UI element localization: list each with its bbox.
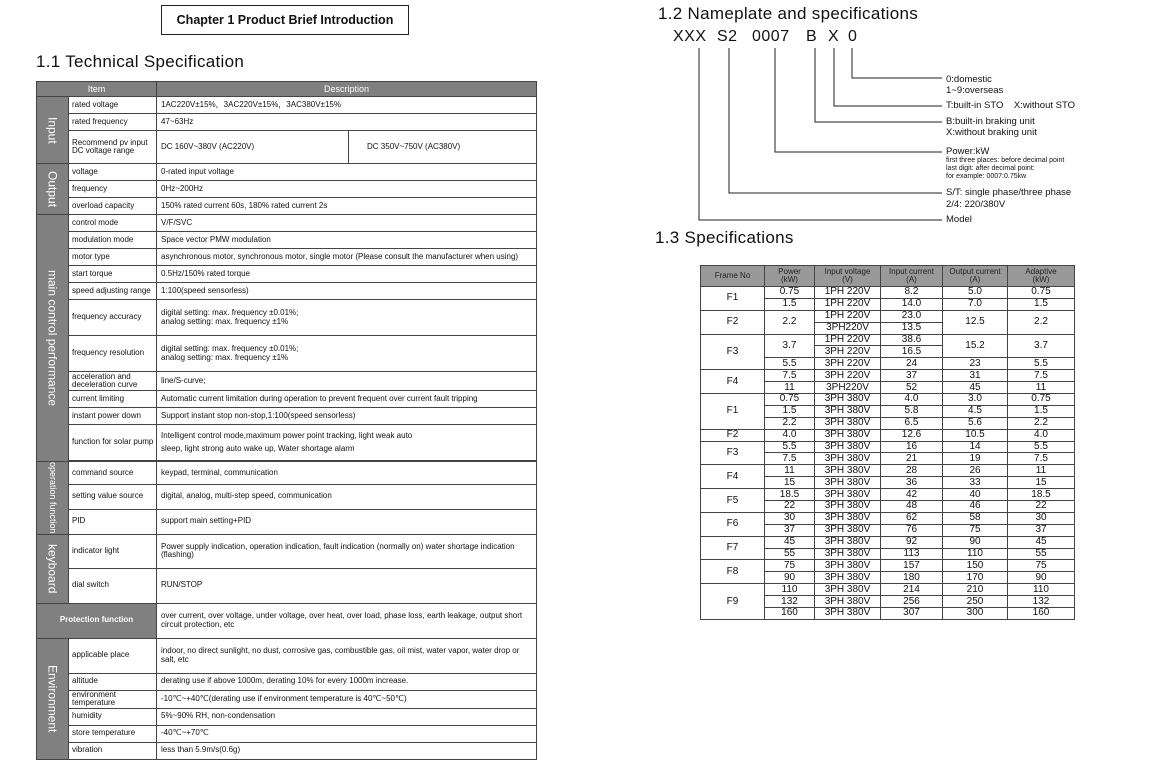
item-desc: over current, over voltage, under voltage, over heat, over load, phase loss, earth leakage, output short circuit protection, etc [157, 603, 537, 638]
power-cell: 15 [765, 477, 815, 489]
input-voltage-cell: 3PH 380V [815, 489, 881, 501]
input-voltage-cell: 3PH 380V [815, 548, 881, 560]
adaptive-cell: 160 [1008, 608, 1075, 620]
input-current-cell: 52 [881, 382, 943, 394]
power-cell: 5.5 [765, 358, 815, 370]
label-sto: T:built-in STO X:without STO [946, 100, 1076, 111]
specifications-table [700, 265, 1075, 620]
header-description: Description [157, 82, 537, 97]
input-voltage-cell: 3PH 380V [815, 453, 881, 465]
frame-no-cell: F7 [701, 536, 765, 560]
frame-no-cell: F1 [701, 394, 765, 430]
power-cell: 45 [765, 536, 815, 548]
item-label: control mode [69, 215, 157, 232]
code-part: X [828, 28, 840, 45]
input-current-cell: 62 [881, 512, 943, 524]
adaptive-cell: 22 [1008, 501, 1075, 513]
item-desc: indoor, no direct sunlight, no dust, corrosive gas, combustible gas, oil mist, water vapor, water drop or salt, etc [157, 638, 537, 673]
input-voltage-cell: 1PH 220V [815, 334, 881, 346]
adaptive-cell: 132 [1008, 596, 1075, 608]
power-cell: 110 [765, 584, 815, 596]
input-current-cell: 8.2 [881, 287, 943, 299]
item-label: frequency accuracy [69, 300, 157, 336]
spec-row [701, 584, 1075, 596]
input-voltage-cell: 3PH 380V [815, 512, 881, 524]
output-current-cell: 110 [943, 548, 1008, 560]
item-label: overload capacity [69, 198, 157, 215]
frame-no-cell: F5 [701, 489, 765, 513]
item-desc: 1AC220V±15%，3AC220V±15%，3AC380V±15% [157, 97, 537, 114]
item-desc: -10℃~+40℃(derating use if environment temperature is 40℃~50℃) [157, 690, 537, 708]
item-desc: digital, analog, multi-step speed, communication [157, 484, 537, 509]
label-power-note: for example: 0007:0.75kw [946, 173, 1027, 180]
spec-row [701, 560, 1075, 572]
section-specifications-heading: 1.3 Specifications [655, 228, 794, 247]
item-desc: RUN/STOP [157, 568, 537, 603]
adaptive-cell: 5.5 [1008, 441, 1075, 453]
input-current-cell: 16 [881, 441, 943, 453]
item-desc: Automatic current limitation during operation to prevent frequent over current fault tripping [157, 391, 537, 408]
input-voltage-cell: 3PH 380V [815, 608, 881, 620]
frame-no-cell: F2 [701, 310, 765, 334]
input-current-cell: 36 [881, 477, 943, 489]
spec-row [701, 287, 1075, 299]
input-voltage-cell: 1PH 220V [815, 287, 881, 299]
output-current-cell: 300 [943, 608, 1008, 620]
item-desc: less than 5.9m/s(0.6g) [157, 742, 537, 759]
power-cell: 160 [765, 608, 815, 620]
power-cell: 18.5 [765, 489, 815, 501]
adaptive-cell: 45 [1008, 536, 1075, 548]
header-item: Item [37, 82, 157, 97]
output-current-cell: 5.0 [943, 287, 1008, 299]
adaptive-cell: 7.5 [1008, 453, 1075, 465]
group-environment: Environment [37, 638, 69, 759]
adaptive-cell: 11 [1008, 465, 1075, 477]
spec-header: Power (kW) [765, 266, 815, 287]
chapter-title: Chapter 1 Product Brief Introduction [161, 5, 409, 35]
adaptive-cell: 0.75 [1008, 287, 1075, 299]
input-current-cell: 4.0 [881, 394, 943, 406]
adaptive-cell: 30 [1008, 512, 1075, 524]
input-current-cell: 157 [881, 560, 943, 572]
power-cell: 2.2 [765, 417, 815, 429]
output-current-cell: 12.5 [943, 310, 1008, 334]
item-label: current limiting [69, 391, 157, 408]
technical-spec-table [36, 81, 537, 760]
adaptive-cell: 18.5 [1008, 489, 1075, 501]
frame-no-cell: F4 [701, 465, 765, 489]
spec-row [701, 310, 1075, 322]
input-voltage-cell: 1PH 220V [815, 310, 881, 322]
power-cell: 22 [765, 501, 815, 513]
adaptive-cell: 11 [1008, 382, 1075, 394]
input-voltage-cell: 3PH 220V [815, 346, 881, 358]
input-current-cell: 37 [881, 370, 943, 382]
item-label: modulation mode [69, 232, 157, 249]
item-label: motor type [69, 249, 157, 266]
group-input: Input [37, 97, 69, 164]
input-current-cell: 256 [881, 596, 943, 608]
output-current-cell: 7.0 [943, 298, 1008, 310]
spec-row [701, 512, 1075, 524]
output-current-cell: 46 [943, 501, 1008, 513]
item-desc: 5%~90% RH, non-condensation [157, 708, 537, 725]
power-cell: 11 [765, 465, 815, 477]
spec-row [701, 489, 1075, 501]
input-current-cell: 16.5 [881, 346, 943, 358]
item-label: speed adjusting range [69, 283, 157, 300]
power-cell: 0.75 [765, 394, 815, 406]
power-cell: 11 [765, 382, 815, 394]
item-desc: Intelligent control mode,maximum power point tracking, light weak auto sleep, light strong auto wake up, Water shortage alarm [157, 425, 537, 461]
output-current-cell: 75 [943, 524, 1008, 536]
input-current-cell: 5.8 [881, 405, 943, 417]
output-current-cell: 90 [943, 536, 1008, 548]
adaptive-cell: 90 [1008, 572, 1075, 584]
frame-no-cell: F8 [701, 560, 765, 584]
power-cell: 37 [765, 524, 815, 536]
item-label: vibration [69, 742, 157, 759]
input-current-cell: 214 [881, 584, 943, 596]
code-part: S2 [717, 28, 738, 45]
output-current-cell: 150 [943, 560, 1008, 572]
group-keyboard: keyboard [37, 534, 69, 603]
item-label: indicator light [69, 534, 157, 568]
frame-no-cell: F3 [701, 441, 765, 465]
adaptive-cell: 0.75 [1008, 394, 1075, 406]
power-cell: 55 [765, 548, 815, 560]
input-voltage-cell: 3PH 220V [815, 370, 881, 382]
code-part: 0 [848, 28, 858, 45]
power-cell: 1.5 [765, 298, 815, 310]
section-technical-spec-heading: 1.1 Technical Specification [36, 52, 245, 71]
item-desc: Space vector PMW modulation [157, 232, 537, 249]
adaptive-cell: 15 [1008, 477, 1075, 489]
output-current-cell: 210 [943, 584, 1008, 596]
item-label: voltage [69, 164, 157, 181]
label-overseas: 1~9:overseas [946, 85, 1004, 96]
output-current-cell: 58 [943, 512, 1008, 524]
input-voltage-cell: 3PH 380V [815, 429, 881, 441]
frame-no-cell: F4 [701, 370, 765, 394]
item-desc: keypad, terminal, communication [157, 462, 537, 485]
item-desc: 47~63Hz [157, 114, 537, 131]
power-cell: 1.5 [765, 405, 815, 417]
input-current-cell: 307 [881, 608, 943, 620]
input-voltage-cell: 3PH 380V [815, 417, 881, 429]
item-label: function for solar pump [69, 425, 157, 461]
item-label: command source [69, 462, 157, 485]
item-label: applicable place [69, 638, 157, 673]
item-desc: 0-rated input voltage [157, 164, 537, 181]
adaptive-cell: 1.5 [1008, 298, 1075, 310]
spec-header: Input current (A) [881, 266, 943, 287]
section-nameplate-heading: 1.2 Nameplate and specifications [658, 4, 919, 23]
frame-no-cell: F3 [701, 334, 765, 370]
item-label: rated voltage [69, 97, 157, 114]
spec-row [701, 536, 1075, 548]
power-cell: 2.2 [765, 310, 815, 334]
label-model: Model [946, 214, 972, 225]
output-current-cell: 26 [943, 465, 1008, 477]
item-desc: 0.5Hz/150% rated torque [157, 266, 537, 283]
input-voltage-cell: 1PH 220V [815, 298, 881, 310]
output-current-cell: 14 [943, 441, 1008, 453]
adaptive-cell: 110 [1008, 584, 1075, 596]
power-cell: 0.75 [765, 287, 815, 299]
item-label: store temperature [69, 725, 157, 742]
output-current-cell: 4.5 [943, 405, 1008, 417]
input-voltage-cell: 3PH 380V [815, 596, 881, 608]
input-current-cell: 42 [881, 489, 943, 501]
input-current-cell: 13.5 [881, 322, 943, 334]
input-voltage-cell: 3PH 380V [815, 572, 881, 584]
adaptive-cell: 2.2 [1008, 417, 1075, 429]
label-brake-builtin: B:built-in braking unit [946, 116, 1035, 127]
input-current-cell: 48 [881, 501, 943, 513]
input-voltage-cell: 3PH 380V [815, 584, 881, 596]
output-current-cell: 45 [943, 382, 1008, 394]
input-current-cell: 24 [881, 358, 943, 370]
power-cell: 3.7 [765, 334, 815, 358]
input-voltage-cell: 3PH220V [815, 322, 881, 334]
label-power-note: last digit: after decimal point: [946, 165, 1035, 172]
input-voltage-cell: 3PH 380V [815, 394, 881, 406]
label-power: Power:kW [946, 146, 990, 157]
output-current-cell: 23 [943, 358, 1008, 370]
item-label: acceleration and deceleration curve [69, 372, 157, 391]
input-current-cell: 21 [881, 453, 943, 465]
input-voltage-cell: 3PH 380V [815, 524, 881, 536]
power-cell: 7.5 [765, 453, 815, 465]
power-cell: 132 [765, 596, 815, 608]
output-current-cell: 10.5 [943, 429, 1008, 441]
item-desc: asynchronous motor, synchronous motor, single motor (Please consult the manufacturer when using) [157, 249, 537, 266]
item-label: PID [69, 509, 157, 534]
item-label: frequency [69, 181, 157, 198]
input-voltage-cell: 3PH 380V [815, 501, 881, 513]
group-operation: operation function [37, 462, 69, 535]
adaptive-cell: 2.2 [1008, 310, 1075, 334]
spec-row [701, 394, 1075, 406]
code-part: XXX [673, 28, 707, 45]
input-voltage-cell: 3PH 220V [815, 358, 881, 370]
item-label: start torque [69, 266, 157, 283]
input-current-cell: 23.0 [881, 310, 943, 322]
item-label: Recommend pv input DC voltage range [69, 131, 157, 164]
frame-no-cell: F6 [701, 512, 765, 536]
adaptive-cell: 75 [1008, 560, 1075, 572]
item-desc: Support instant stop non-stop,1:100(speed sensorless) [157, 408, 537, 425]
power-cell: 75 [765, 560, 815, 572]
group-output: Output [37, 164, 69, 215]
input-current-cell: 12.6 [881, 429, 943, 441]
power-cell: 5.5 [765, 441, 815, 453]
label-brake-without: X:without braking unit [946, 127, 1037, 138]
label-power-note: first three places: before decimal point [946, 157, 1065, 164]
input-current-cell: 6.5 [881, 417, 943, 429]
spec-row [701, 429, 1075, 441]
item-desc: -40℃~+70℃ [157, 725, 537, 742]
output-current-cell: 15.2 [943, 334, 1008, 358]
input-voltage-cell: 3PH 380V [815, 441, 881, 453]
code-part: 0007 [752, 28, 790, 45]
adaptive-cell: 5.5 [1008, 358, 1075, 370]
spec-row [701, 465, 1075, 477]
input-voltage-cell: 3PH220V [815, 382, 881, 394]
adaptive-cell: 3.7 [1008, 334, 1075, 358]
adaptive-cell: 37 [1008, 524, 1075, 536]
input-voltage-cell: 3PH 380V [815, 465, 881, 477]
item-desc: derating use if above 1000m, derating 10% for every 1000m increase. [157, 673, 537, 690]
output-current-cell: 3.0 [943, 394, 1008, 406]
output-current-cell: 19 [943, 453, 1008, 465]
input-voltage-cell: 3PH 380V [815, 477, 881, 489]
item-desc: line/S-curve; [157, 372, 537, 391]
spec-header: Adaptive (kW) [1008, 266, 1075, 287]
power-cell: 4.0 [765, 429, 815, 441]
output-current-cell: 250 [943, 596, 1008, 608]
output-current-cell: 31 [943, 370, 1008, 382]
item-desc: 1:100(speed sensorless) [157, 283, 537, 300]
input-voltage-cell: 3PH 380V [815, 536, 881, 548]
item-desc: DC 350V~750V (AC380V) [349, 131, 537, 164]
item-label: instant power down [69, 408, 157, 425]
output-current-cell: 170 [943, 572, 1008, 584]
item-desc: digital setting: max. frequency ±0.01%; analog setting: max. frequency ±1% [157, 300, 537, 336]
item-desc: DC 160V~380V (AC220V) [157, 131, 349, 164]
item-desc: Power supply indication, operation indication, fault indication (normally on) water shortage indication (flashing) [157, 534, 537, 568]
group-main-control: main control performance [37, 215, 69, 462]
power-cell: 7.5 [765, 370, 815, 382]
group-protection: Protection function [37, 603, 157, 638]
input-current-cell: 76 [881, 524, 943, 536]
frame-no-cell: F2 [701, 429, 765, 441]
spec-row [701, 441, 1075, 453]
item-label: altitude [69, 673, 157, 690]
label-domestic: 0:domestic [946, 74, 992, 85]
adaptive-cell: 1.5 [1008, 405, 1075, 417]
item-desc: V/F/SVC [157, 215, 537, 232]
adaptive-cell: 55 [1008, 548, 1075, 560]
spec-header: Frame No [701, 266, 765, 287]
code-part: B [806, 28, 818, 45]
adaptive-cell: 7.5 [1008, 370, 1075, 382]
power-cell: 30 [765, 512, 815, 524]
item-label: frequency resolution [69, 336, 157, 372]
item-label: humidity [69, 708, 157, 725]
input-current-cell: 14.0 [881, 298, 943, 310]
input-current-cell: 113 [881, 548, 943, 560]
spec-header: Output current (A) [943, 266, 1008, 287]
output-current-cell: 33 [943, 477, 1008, 489]
frame-no-cell: F9 [701, 584, 765, 620]
label-voltage-class: 2/4: 220/380V [946, 199, 1006, 210]
item-desc: support main setting+PID [157, 509, 537, 534]
item-desc: 0Hz~200Hz [157, 181, 537, 198]
input-voltage-cell: 3PH 380V [815, 560, 881, 572]
input-current-cell: 92 [881, 536, 943, 548]
power-cell: 90 [765, 572, 815, 584]
frame-no-cell: F1 [701, 287, 765, 311]
output-current-cell: 40 [943, 489, 1008, 501]
item-label: environment temperature [69, 690, 157, 708]
item-label: dial switch [69, 568, 157, 603]
item-desc: digital setting: max. frequency ±0.01%; analog setting: max. frequency ±1% [157, 336, 537, 372]
adaptive-cell: 4.0 [1008, 429, 1075, 441]
spec-row [701, 370, 1075, 382]
output-current-cell: 5.6 [943, 417, 1008, 429]
item-desc: 150% rated current 60s, 180% rated current 2s [157, 198, 537, 215]
input-current-cell: 28 [881, 465, 943, 477]
input-voltage-cell: 3PH 380V [815, 405, 881, 417]
item-label: setting value source [69, 484, 157, 509]
item-label: rated frequency [69, 114, 157, 131]
spec-header: Input voltage (V) [815, 266, 881, 287]
label-phase: S/T: single phase/three phase [946, 187, 1072, 198]
spec-row [701, 334, 1075, 346]
input-current-cell: 38.6 [881, 334, 943, 346]
input-current-cell: 180 [881, 572, 943, 584]
